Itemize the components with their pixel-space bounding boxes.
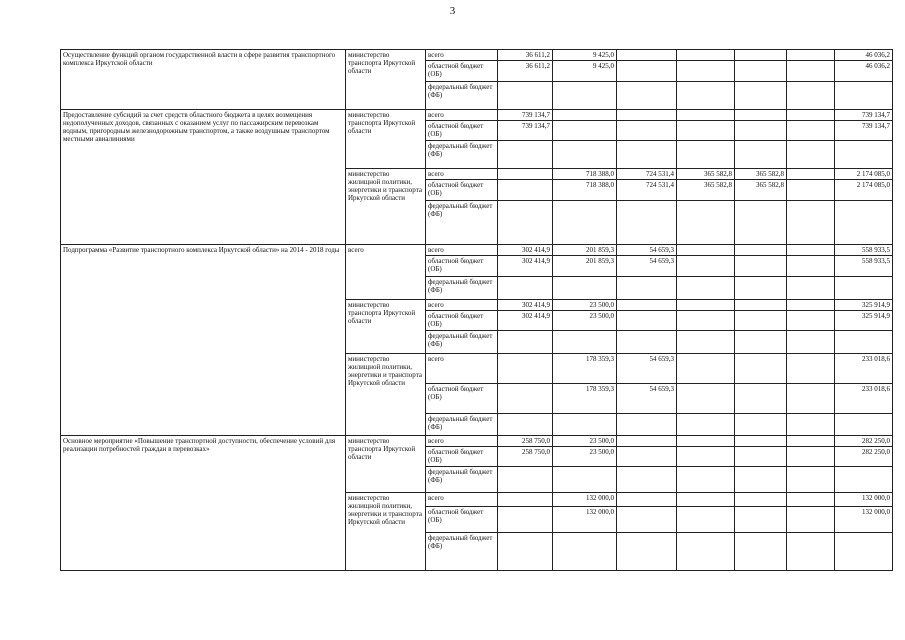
funding-source-cell: областной бюджет (ОБ) (426, 507, 498, 533)
amount-cell (735, 256, 787, 277)
funding-source-cell: федеральный бюджет (ФБ) (426, 467, 498, 493)
amount-cell (787, 493, 835, 507)
funding-source-cell: всего (426, 436, 498, 447)
executor-cell: министерство транспорта Иркутской области (346, 300, 426, 354)
amount-cell: 739 134,7 (498, 110, 553, 121)
funding-source-cell: всего (426, 50, 498, 61)
amount-cell (835, 141, 893, 169)
executor-cell: министерство транспорта Иркутской области (346, 50, 426, 110)
amount-cell (735, 384, 787, 414)
amount-cell (735, 331, 787, 354)
funding-source-cell: всего (426, 354, 498, 384)
amount-cell: 132 000,0 (553, 493, 617, 507)
amount-cell: 739 134,7 (498, 121, 553, 141)
amount-cell (677, 300, 735, 311)
funding-source-cell: федеральный бюджет (ФБ) (426, 277, 498, 300)
amount-cell (617, 311, 677, 331)
executor-cell: министерство жилищной политики, энергетики и транспорта Иркутской области (346, 493, 426, 571)
amount-cell: 302 414,9 (498, 311, 553, 331)
amount-cell (617, 331, 677, 354)
amount-cell (617, 467, 677, 493)
amount-cell (677, 354, 735, 384)
amount-cell (677, 467, 735, 493)
amount-cell (617, 277, 677, 300)
activity-name-cell: Основное мероприятие «Повышение транспортной доступности, обеспечение условий для реализации потребностей граждан в перевозках» (61, 436, 346, 571)
amount-cell (835, 201, 893, 245)
amount-cell (553, 82, 617, 110)
funding-source-cell: областной бюджет (ОБ) (426, 180, 498, 201)
table-row (61, 245, 893, 256)
amount-cell: 282 250,0 (835, 436, 893, 447)
funding-source-cell: областной бюджет (ОБ) (426, 384, 498, 414)
amount-cell (553, 121, 617, 141)
amount-cell: 718 388,0 (553, 180, 617, 201)
amount-cell (498, 467, 553, 493)
amount-cell: 325 914,9 (835, 300, 893, 311)
amount-cell (835, 467, 893, 493)
amount-cell (677, 245, 735, 256)
amount-cell (498, 533, 553, 571)
table-row (61, 50, 893, 61)
amount-cell (735, 121, 787, 141)
amount-cell (498, 141, 553, 169)
amount-cell (735, 300, 787, 311)
amount-cell (553, 141, 617, 169)
funding-source-cell: всего (426, 169, 498, 180)
amount-cell (617, 507, 677, 533)
amount-cell: 365 582,8 (735, 169, 787, 180)
amount-cell: 365 582,8 (677, 180, 735, 201)
amount-cell (735, 50, 787, 61)
amount-cell (677, 447, 735, 467)
amount-cell (553, 331, 617, 354)
amount-cell (498, 493, 553, 507)
amount-cell (787, 180, 835, 201)
amount-cell: 302 414,9 (498, 300, 553, 311)
funding-source-cell: областной бюджет (ОБ) (426, 121, 498, 141)
amount-cell (498, 180, 553, 201)
amount-cell (787, 169, 835, 180)
amount-cell (787, 300, 835, 311)
amount-cell: 9 425,0 (553, 61, 617, 82)
amount-cell (677, 110, 735, 121)
amount-cell (835, 82, 893, 110)
amount-cell (553, 414, 617, 436)
amount-cell (787, 447, 835, 467)
amount-cell (735, 110, 787, 121)
amount-cell (617, 436, 677, 447)
amount-cell: 54 659,3 (617, 245, 677, 256)
amount-cell: 132 000,0 (835, 507, 893, 533)
amount-cell (617, 533, 677, 571)
amount-cell (677, 61, 735, 82)
amount-cell (787, 354, 835, 384)
amount-cell: 233 018,6 (835, 354, 893, 384)
funding-source-cell: федеральный бюджет (ФБ) (426, 533, 498, 571)
amount-cell: 54 659,3 (617, 256, 677, 277)
amount-cell (617, 61, 677, 82)
amount-cell: 302 414,9 (498, 245, 553, 256)
amount-cell: 739 134,7 (835, 110, 893, 121)
amount-cell (677, 256, 735, 277)
amount-cell (617, 201, 677, 245)
amount-cell (677, 384, 735, 414)
amount-cell (787, 384, 835, 414)
amount-cell (787, 121, 835, 141)
amount-cell: 201 859,3 (553, 245, 617, 256)
amount-cell: 282 250,0 (835, 447, 893, 467)
amount-cell: 23 500,0 (553, 311, 617, 331)
amount-cell (498, 354, 553, 384)
table-row (61, 436, 893, 447)
amount-cell (677, 277, 735, 300)
amount-cell (787, 245, 835, 256)
funding-source-cell: федеральный бюджет (ФБ) (426, 201, 498, 245)
amount-cell: 201 859,3 (553, 256, 617, 277)
funding-table (60, 49, 893, 571)
amount-cell (677, 311, 735, 331)
amount-cell (787, 311, 835, 331)
amount-cell (498, 384, 553, 414)
amount-cell (787, 331, 835, 354)
funding-source-cell: областной бюджет (ОБ) (426, 256, 498, 277)
amount-cell (677, 82, 735, 110)
amount-cell: 54 659,3 (617, 384, 677, 414)
funding-source-cell: всего (426, 493, 498, 507)
amount-cell (677, 121, 735, 141)
amount-cell: 718 388,0 (553, 169, 617, 180)
amount-cell (617, 414, 677, 436)
activity-name-cell: Подпрограмма «Развитие транспортного комплекса Иркутской области» на 2014 - 2018 годы (61, 245, 346, 436)
amount-cell (617, 141, 677, 169)
funding-source-cell: всего (426, 245, 498, 256)
amount-cell (787, 533, 835, 571)
amount-cell: 258 750,0 (498, 447, 553, 467)
amount-cell (677, 50, 735, 61)
amount-cell (677, 201, 735, 245)
amount-cell: 2 174 085,0 (835, 180, 893, 201)
amount-cell (677, 141, 735, 169)
amount-cell (787, 507, 835, 533)
amount-cell: 558 933,5 (835, 245, 893, 256)
amount-cell (787, 61, 835, 82)
amount-cell (835, 277, 893, 300)
amount-cell (735, 493, 787, 507)
amount-cell (735, 436, 787, 447)
amount-cell: 302 414,9 (498, 256, 553, 277)
executor-cell: министерство жилищной политики, энергетики и транспорта Иркутской области (346, 169, 426, 245)
amount-cell: 36 611,2 (498, 50, 553, 61)
amount-cell (677, 331, 735, 354)
amount-cell (787, 50, 835, 61)
amount-cell (617, 110, 677, 121)
amount-cell (498, 201, 553, 245)
amount-cell (677, 533, 735, 571)
amount-cell: 724 531,4 (617, 169, 677, 180)
amount-cell (617, 447, 677, 467)
amount-cell (735, 354, 787, 384)
amount-cell (787, 277, 835, 300)
amount-cell (677, 507, 735, 533)
amount-cell (735, 414, 787, 436)
funding-source-cell: областной бюджет (ОБ) (426, 61, 498, 82)
funding-source-cell: всего (426, 110, 498, 121)
amount-cell (617, 493, 677, 507)
amount-cell (553, 467, 617, 493)
funding-source-cell: всего (426, 300, 498, 311)
amount-cell: 132 000,0 (553, 507, 617, 533)
amount-cell: 739 134,7 (835, 121, 893, 141)
amount-cell (835, 414, 893, 436)
amount-cell (735, 141, 787, 169)
amount-cell (735, 507, 787, 533)
amount-cell (553, 533, 617, 571)
amount-cell (498, 82, 553, 110)
amount-cell (553, 110, 617, 121)
amount-cell: 325 914,9 (835, 311, 893, 331)
amount-cell (498, 414, 553, 436)
amount-cell: 2 174 085,0 (835, 169, 893, 180)
amount-cell: 9 425,0 (553, 50, 617, 61)
amount-cell: 54 659,3 (617, 354, 677, 384)
amount-cell (498, 331, 553, 354)
amount-cell (677, 414, 735, 436)
amount-cell (735, 311, 787, 331)
amount-cell (787, 256, 835, 277)
amount-cell (498, 277, 553, 300)
amount-cell: 178 359,3 (553, 384, 617, 414)
amount-cell (735, 533, 787, 571)
amount-cell: 258 750,0 (498, 436, 553, 447)
amount-cell: 46 036,2 (835, 50, 893, 61)
activity-name-cell: Осуществление функций органом государственной власти в сфере развития транспортного комплекса Иркутской области (61, 50, 346, 110)
amount-cell (553, 201, 617, 245)
amount-cell: 46 036,2 (835, 61, 893, 82)
executor-cell: министерство транспорта Иркутской области (346, 110, 426, 169)
funding-source-cell: федеральный бюджет (ФБ) (426, 414, 498, 436)
amount-cell: 23 500,0 (553, 300, 617, 311)
amount-cell: 365 582,8 (677, 169, 735, 180)
amount-cell (787, 82, 835, 110)
amount-cell (787, 414, 835, 436)
funding-source-cell: федеральный бюджет (ФБ) (426, 141, 498, 169)
funding-source-cell: областной бюджет (ОБ) (426, 447, 498, 467)
amount-cell (787, 201, 835, 245)
amount-cell: 178 359,3 (553, 354, 617, 384)
amount-cell (498, 507, 553, 533)
amount-cell (617, 121, 677, 141)
amount-cell (835, 331, 893, 354)
funding-source-cell: федеральный бюджет (ФБ) (426, 82, 498, 110)
page-number: 3 (449, 5, 456, 17)
amount-cell (677, 436, 735, 447)
executor-cell: министерство транспорта Иркутской области (346, 436, 426, 493)
amount-cell (553, 277, 617, 300)
amount-cell (787, 141, 835, 169)
amount-cell (617, 82, 677, 110)
amount-cell (735, 245, 787, 256)
amount-cell (617, 300, 677, 311)
amount-cell (787, 436, 835, 447)
amount-cell: 365 582,8 (735, 180, 787, 201)
amount-cell: 233 018,6 (835, 384, 893, 414)
amount-cell (735, 201, 787, 245)
amount-cell (735, 467, 787, 493)
amount-cell (787, 467, 835, 493)
executor-cell: всего (346, 245, 426, 300)
funding-source-cell: областной бюджет (ОБ) (426, 311, 498, 331)
amount-cell (735, 447, 787, 467)
funding-source-cell: федеральный бюджет (ФБ) (426, 331, 498, 354)
amount-cell: 23 500,0 (553, 436, 617, 447)
amount-cell (735, 61, 787, 82)
amount-cell: 23 500,0 (553, 447, 617, 467)
amount-cell: 558 933,5 (835, 256, 893, 277)
executor-cell: министерство жилищной политики, энергетики и транспорта Иркутской области (346, 354, 426, 436)
amount-cell (735, 277, 787, 300)
amount-cell (498, 169, 553, 180)
amount-cell: 36 611,2 (498, 61, 553, 82)
amount-cell (677, 493, 735, 507)
activity-name-cell: Предоставление субсидий за счет средств областного бюджета в целях возмещения недополученных доходов, связанных с оказанием услуг по пассажирским перевозкам водным, пригородным железнодорожным транспортом, а также воздушным транспортом местными авиалиниями (61, 110, 346, 245)
amount-cell (617, 50, 677, 61)
amount-cell (835, 533, 893, 571)
amount-cell: 724 531,4 (617, 180, 677, 201)
amount-cell: 132 000,0 (835, 493, 893, 507)
table-row (61, 110, 893, 121)
amount-cell (735, 82, 787, 110)
amount-cell (787, 110, 835, 121)
